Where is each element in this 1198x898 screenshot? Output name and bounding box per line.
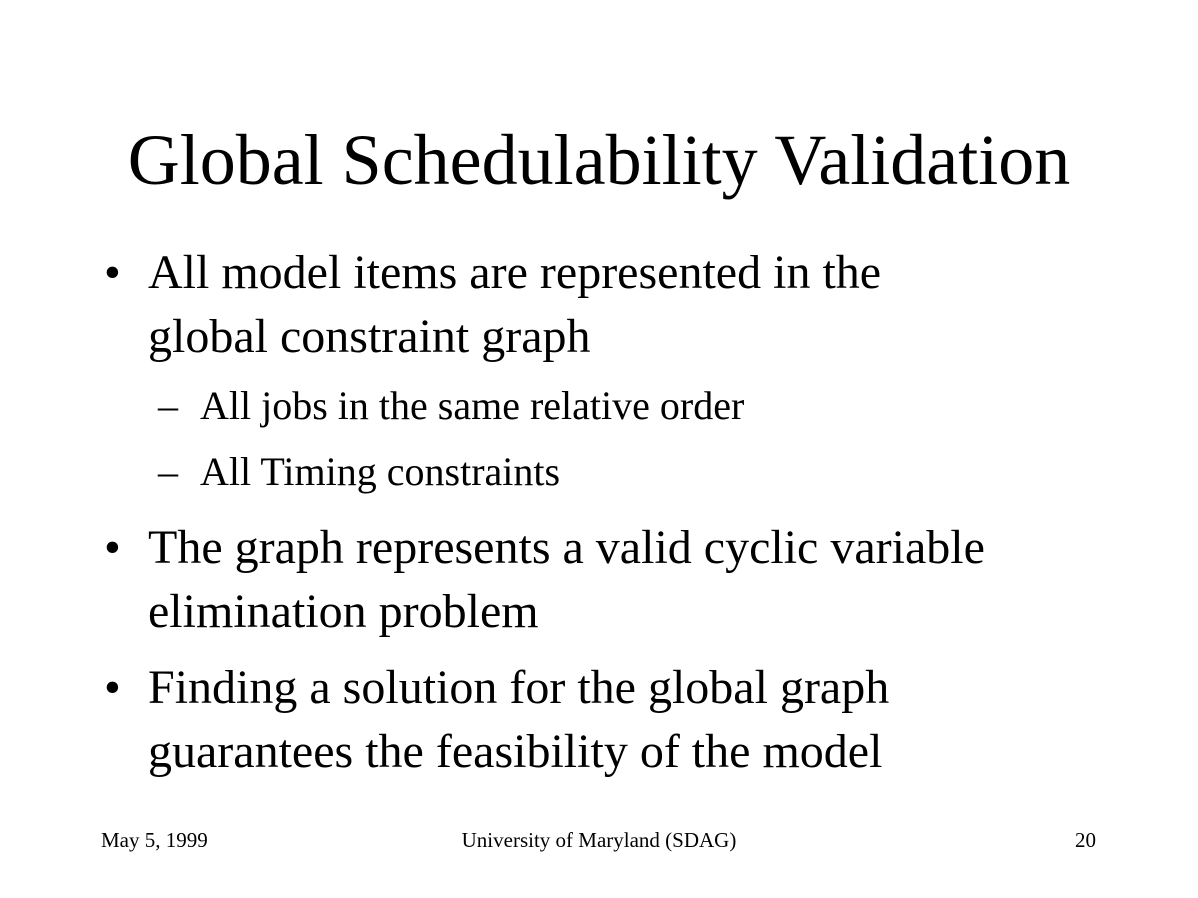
bullet-dot: •	[104, 246, 121, 299]
bullet-text-line: elimination problem	[148, 585, 539, 638]
bullet-text-line: Finding a solution for the global graph	[148, 661, 890, 714]
bullet-text-line: The graph represents a valid cyclic variable	[148, 521, 985, 574]
bullet-dot: •	[104, 521, 121, 574]
sub-bullet-dash: –	[158, 449, 178, 494]
bullet-item	[104, 241, 1104, 369]
footer-date: May 5, 1999	[101, 828, 208, 852]
footer-page-number: 20	[1075, 828, 1096, 852]
bullet-text-line: guarantees the feasibility of the model	[148, 725, 883, 778]
sub-bullet-text: All Timing constraints	[200, 449, 561, 494]
footer-organization: University of Maryland (SDAG)	[461, 828, 737, 852]
bullet-text-line: global constraint graph	[148, 310, 591, 363]
sub-bullet-item	[158, 446, 1058, 498]
bullet-item	[104, 656, 1104, 784]
bullet-dot: •	[104, 661, 121, 714]
slide-title: Global Schedulability Validation	[127, 120, 1071, 200]
sub-bullet-text: All jobs in the same relative order	[200, 383, 745, 428]
sub-bullet-dash: –	[158, 383, 178, 428]
bullet-text-line: All model items are represented in the	[148, 246, 882, 299]
bullet-item	[104, 516, 1104, 644]
sub-bullet-item	[158, 380, 1058, 432]
